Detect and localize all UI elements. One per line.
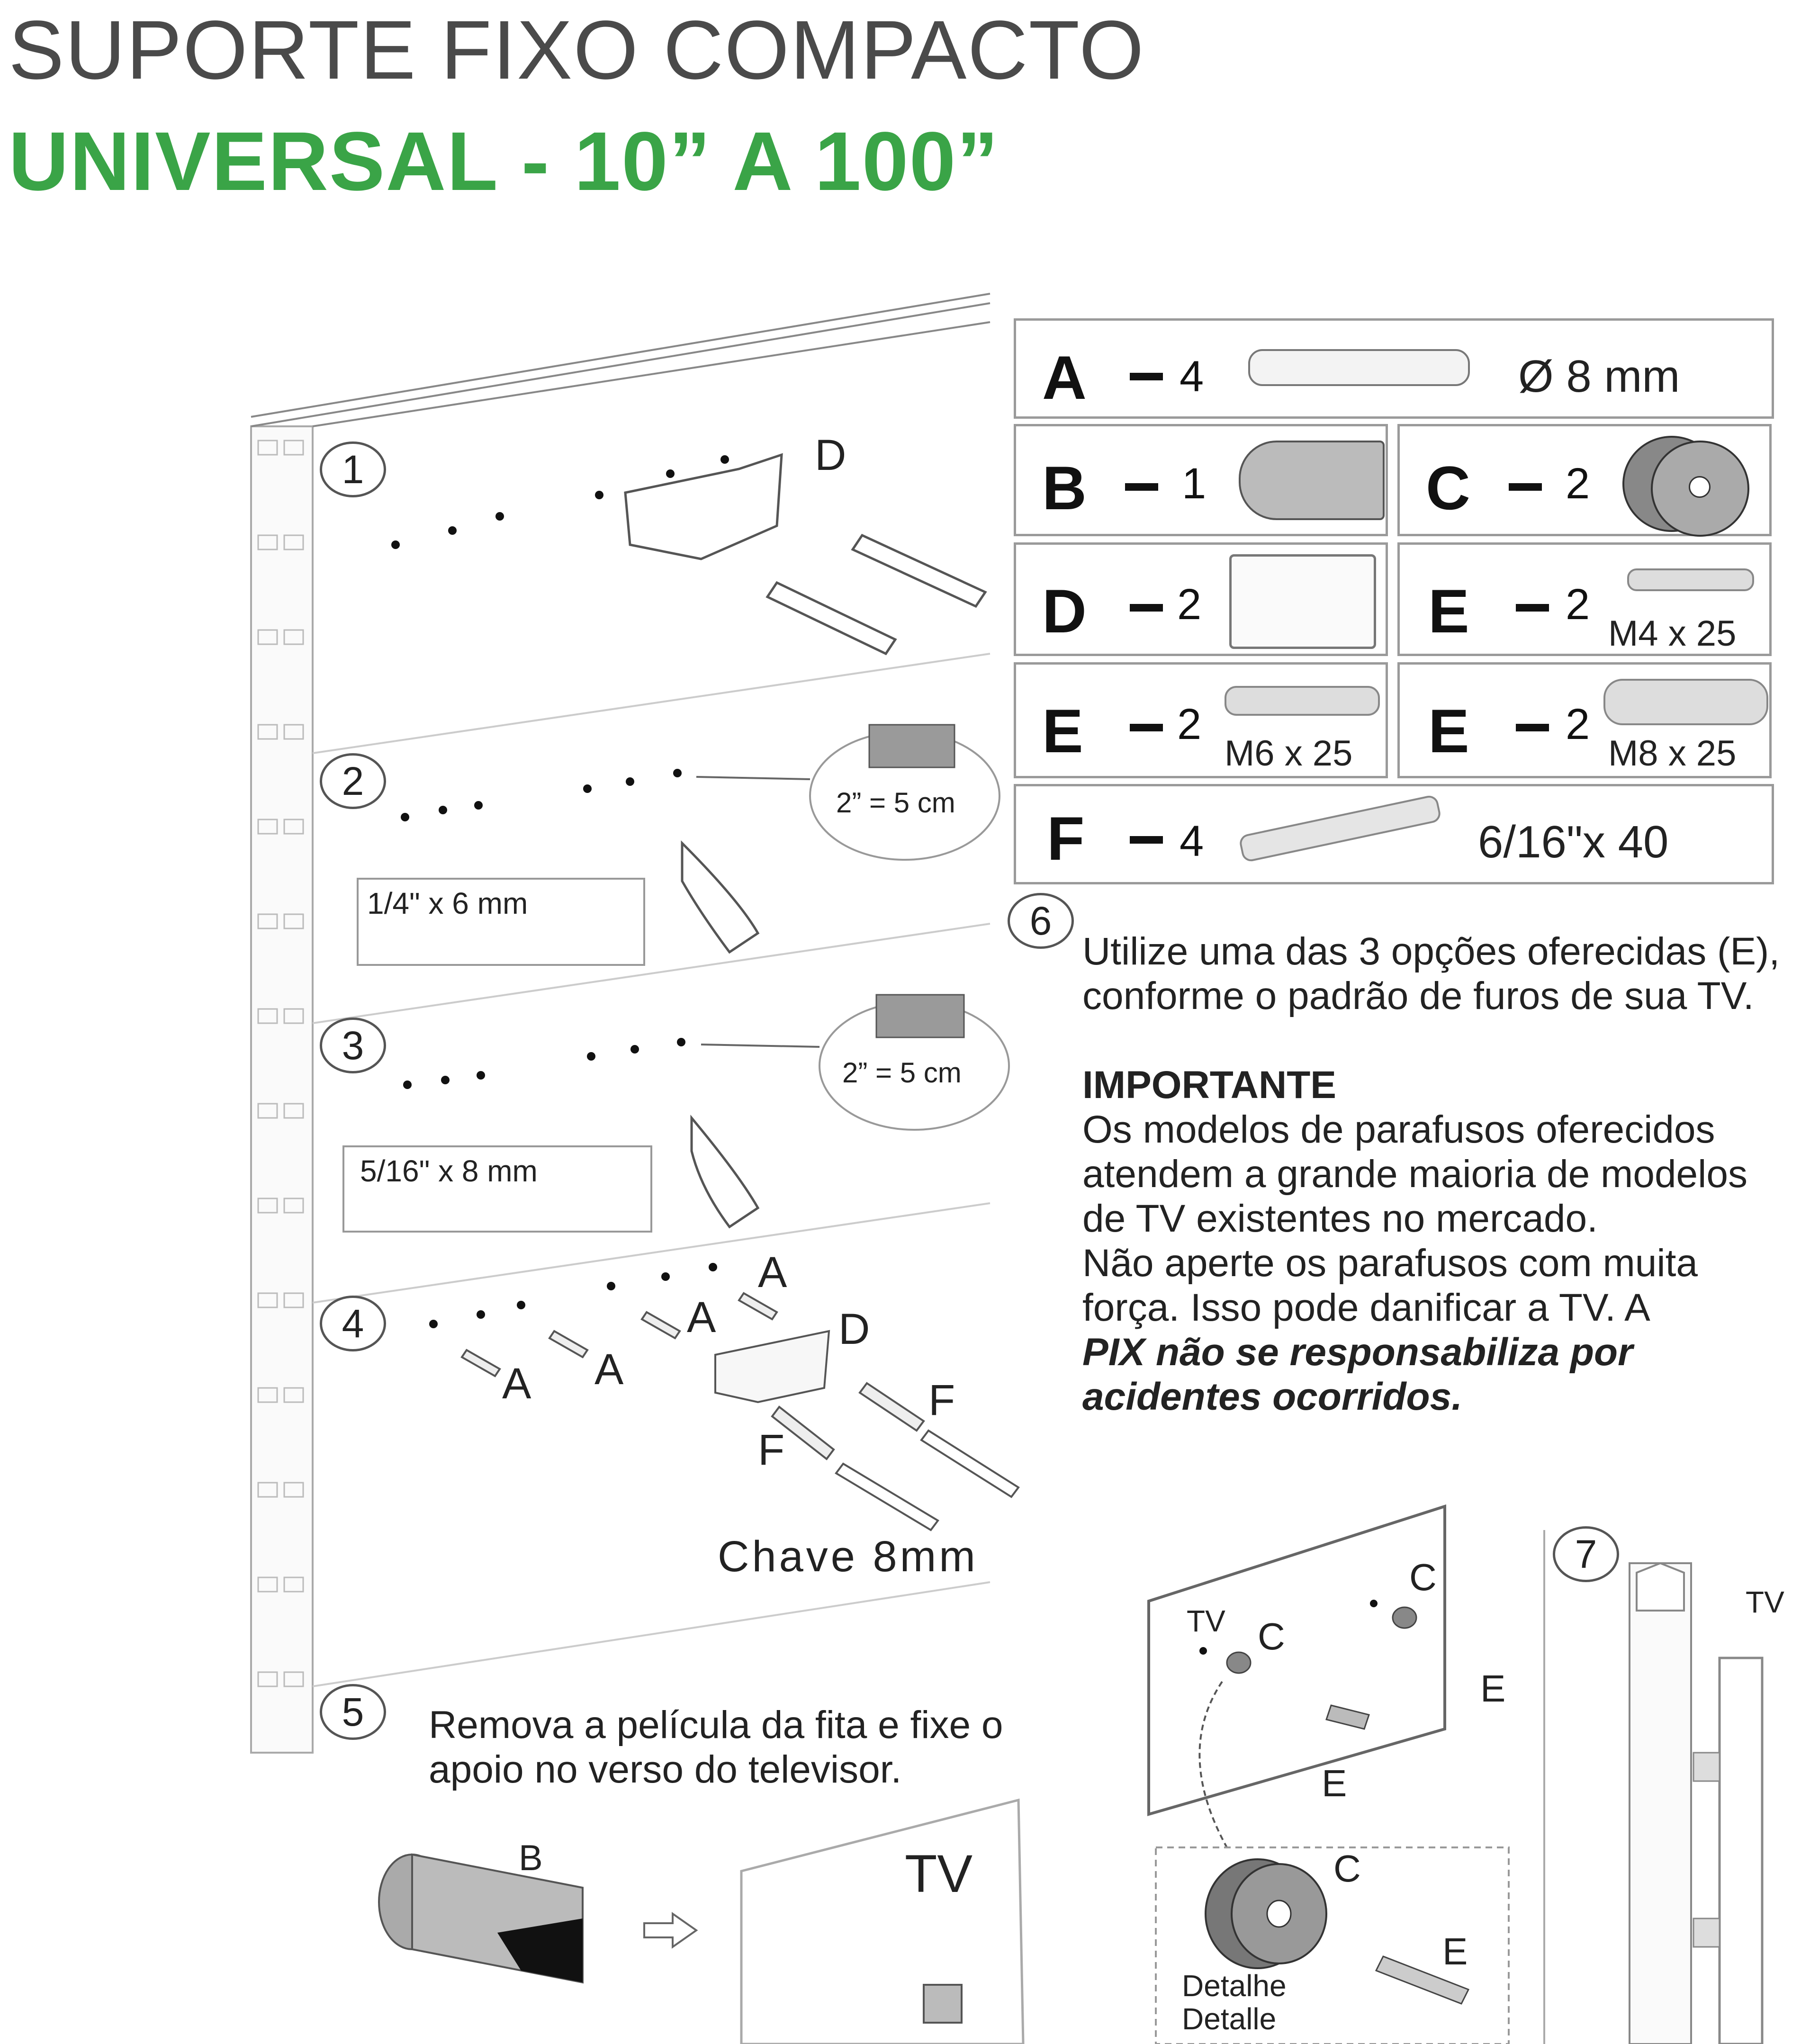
step-5-label-b: B: [519, 1838, 543, 1878]
part-c-box: [1397, 424, 1772, 536]
step-6-number: 6: [1008, 893, 1074, 949]
step-2-depth: 2” = 5 cm: [836, 787, 955, 819]
part-d-letter: D: [1042, 576, 1087, 646]
part-f-box: [1014, 784, 1774, 884]
part-e1-letter: E: [1428, 576, 1469, 646]
step-6-text: [1082, 929, 1780, 1419]
step-7-label-tv: TV: [1746, 1585, 1784, 1619]
important-line4: Não aperte os parafusos com muita: [1082, 1242, 1698, 1285]
step-7-number: 7: [1553, 1526, 1619, 1582]
disclaimer-line2: acidentes ocorridos.: [1082, 1375, 1463, 1418]
anchor-plug-icon: [1248, 349, 1470, 386]
part-a-qty: 4: [1180, 352, 1204, 401]
part-c-qty: 2: [1566, 459, 1590, 508]
step-4-tool: Chave 8mm: [718, 1532, 978, 1581]
step-6-text-line1: Utilize uma das 3 opções oferecidas (E),: [1082, 930, 1780, 973]
disclaimer-line1: PIX não se responsabiliza por: [1082, 1331, 1633, 1374]
step-5-text-line1: Remova a película da fita e fixe o: [429, 1703, 1003, 1747]
step-4-label-a3: A: [687, 1293, 716, 1342]
part-e2-letter: E: [1042, 696, 1083, 765]
bracket-icon: [1229, 554, 1376, 649]
important-line3: de TV existentes no mercado.: [1082, 1197, 1598, 1240]
detail-label-e1: E: [1480, 1667, 1506, 1710]
part-f-qty: 4: [1180, 817, 1204, 865]
step-5-text-line2: apoio no verso do televisor.: [429, 1748, 902, 1791]
step-1-label-d: D: [815, 431, 846, 479]
detail-caption-es: Detalle: [1182, 2002, 1277, 2036]
part-b-box: [1014, 424, 1388, 536]
part-e1-size: M4 x 25: [1608, 613, 1737, 654]
detail-label-tv: TV: [1187, 1604, 1225, 1638]
step-2-drill-size: 1/4" x 6 mm: [367, 886, 528, 920]
step-4-label-a1: A: [502, 1360, 531, 1408]
step-6-text-line2: conforme o padrão de furos de sua TV.: [1082, 974, 1754, 1017]
step-2-number: 2: [320, 753, 386, 809]
part-f-size: 6/16"x 40: [1478, 817, 1669, 867]
part-e3-size: M8 x 25: [1608, 733, 1737, 774]
step-4-label-f1: F: [928, 1376, 955, 1424]
step-3-drill-size: 5/16" x 8 mm: [360, 1154, 538, 1188]
part-e2-box: [1014, 662, 1388, 778]
part-a-size: Ø 8 mm: [1518, 351, 1680, 402]
important-line2: atendem a grande maioria de modelos: [1082, 1153, 1747, 1196]
step-3-depth: 2” = 5 cm: [842, 1057, 962, 1089]
part-e3-box: [1397, 662, 1772, 778]
part-d-qty: 2: [1177, 580, 1202, 629]
part-e3-qty: 2: [1566, 700, 1590, 748]
part-e2-size: M6 x 25: [1225, 733, 1353, 774]
part-b-qty: 1: [1182, 459, 1207, 508]
detail-label-c1: C: [1258, 1615, 1285, 1657]
detail-caption-pt: Detalhe: [1182, 1969, 1287, 2003]
detail-label-e3: E: [1442, 1930, 1468, 1972]
screw-m4-icon: [1627, 568, 1754, 591]
detail-label-e2: E: [1322, 1762, 1347, 1804]
important-line1: Os modelos de parafusos oferecidos: [1082, 1108, 1715, 1151]
step-4-label-a2: A: [594, 1345, 624, 1394]
step-1-number: 1: [320, 441, 386, 497]
step-4-label-f2: F: [758, 1426, 785, 1474]
step-5-number: 5: [320, 1684, 386, 1740]
title-line-2: UNIVERSAL - 10” A 100”: [9, 115, 1000, 208]
step-4-number: 4: [320, 1296, 386, 1351]
important-heading: IMPORTANTE: [1082, 1063, 1337, 1107]
part-e2-qty: 2: [1177, 700, 1202, 748]
part-e1-box: [1397, 542, 1772, 656]
detail-label-c3: C: [1333, 1847, 1361, 1890]
title-line-1: SUPORTE FIXO COMPACTO: [9, 4, 1145, 97]
screw-m6-icon: [1225, 686, 1380, 716]
step-5-text: [429, 1703, 1003, 1792]
screw-m8-icon: [1603, 679, 1768, 725]
step-4-label-d: D: [838, 1305, 870, 1353]
part-a-box: [1014, 318, 1774, 419]
part-a-letter: A: [1042, 343, 1087, 412]
step-5-label-tv: TV: [905, 1844, 973, 1903]
tape-roll-icon: [1239, 441, 1385, 520]
part-e3-letter: E: [1428, 696, 1469, 765]
lag-bolt-icon: [1238, 794, 1442, 863]
step-3-number: 3: [320, 1017, 386, 1073]
part-b-letter: B: [1042, 453, 1087, 522]
part-c-letter: C: [1426, 453, 1470, 522]
detail-label-c2: C: [1409, 1556, 1437, 1598]
step-4-label-a4: A: [758, 1248, 787, 1297]
part-f-letter: F: [1047, 804, 1085, 873]
part-e1-qty: 2: [1566, 580, 1590, 629]
important-line5: força. Isso pode danificar a TV. A: [1082, 1286, 1650, 1329]
part-d-box: [1014, 542, 1388, 656]
